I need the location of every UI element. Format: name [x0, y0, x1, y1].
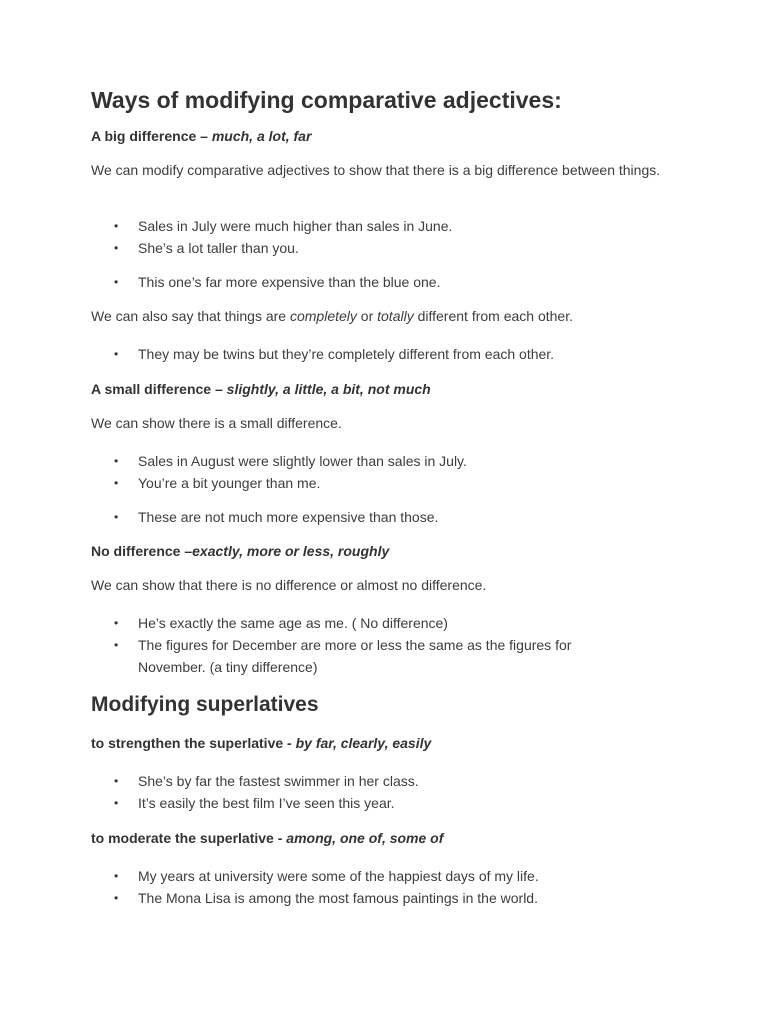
subheading-moderate [91, 830, 443, 846]
list-item: • They may be twins but they’re completely different from each other. [138, 343, 658, 365]
list-item: • He’s exactly the same age as me. ( No difference) [138, 612, 658, 634]
text-run: We can also say that things are [91, 308, 290, 324]
subheading-keywords: much, a lot, far [211, 128, 312, 144]
list-item: • She’s by far the fastest swimmer in her class. [138, 770, 658, 792]
list-item: • The figures for December are more or less the same as the figures for November. (a tiny difference) [138, 634, 633, 678]
list-item: • Sales in August were slightly lower than sales in July. [138, 450, 658, 472]
list-item: • This one’s far more expensive than the blue one. [138, 271, 658, 293]
paragraph-none-intro: We can show that there is no difference or almost no difference. [91, 577, 487, 593]
subheading-strengthen [91, 735, 431, 751]
list-item: • You’re a bit younger than me. [138, 472, 658, 494]
subheading-keywords: exactly, more or less, roughly [192, 543, 390, 559]
list-item: • Sales in July were much higher than sales in June. [138, 215, 658, 237]
paragraph-also [91, 308, 681, 325]
subheading-label: to moderate the superlative - [91, 830, 287, 846]
list-item: • My years at university were some of the happiest days of my life. [138, 865, 658, 887]
subheading-keywords: slightly, a little, a bit, not much [226, 381, 431, 397]
subheading-small-difference [91, 381, 431, 397]
subheading-label: A small difference – [91, 381, 227, 397]
subheading-no-difference [91, 543, 389, 559]
list-item: • The Mona Lisa is among the most famous paintings in the world. [138, 887, 658, 909]
emphasis-completely: completely [289, 308, 357, 324]
subheading-label: A big difference – [91, 128, 212, 144]
subheading-big-difference [91, 128, 311, 144]
paragraph-big-intro: We can modify comparative adjectives to show that there is a big difference between things. [91, 162, 661, 178]
subheading-keywords: by far, clearly, easily [295, 735, 432, 751]
text-run: or [356, 308, 378, 324]
section-title-superlatives: Modifying superlatives [91, 693, 319, 716]
emphasis-totally: totally [377, 308, 414, 324]
page-title: Ways of modifying comparative adjectives: [91, 87, 562, 113]
list-item: • These are not much more expensive than those. [138, 506, 658, 528]
list-item: • It’s easily the best film I’ve seen this year. [138, 792, 658, 814]
list-item: • She’s a lot taller than you. [138, 237, 658, 259]
subheading-label: No difference – [91, 543, 193, 559]
paragraph-small-intro: We can show there is a small difference. [91, 415, 342, 431]
text-run: different from each other. [413, 308, 573, 324]
subheading-label: to strengthen the superlative - [91, 735, 296, 751]
subheading-keywords: among, one of, some of [286, 830, 444, 846]
